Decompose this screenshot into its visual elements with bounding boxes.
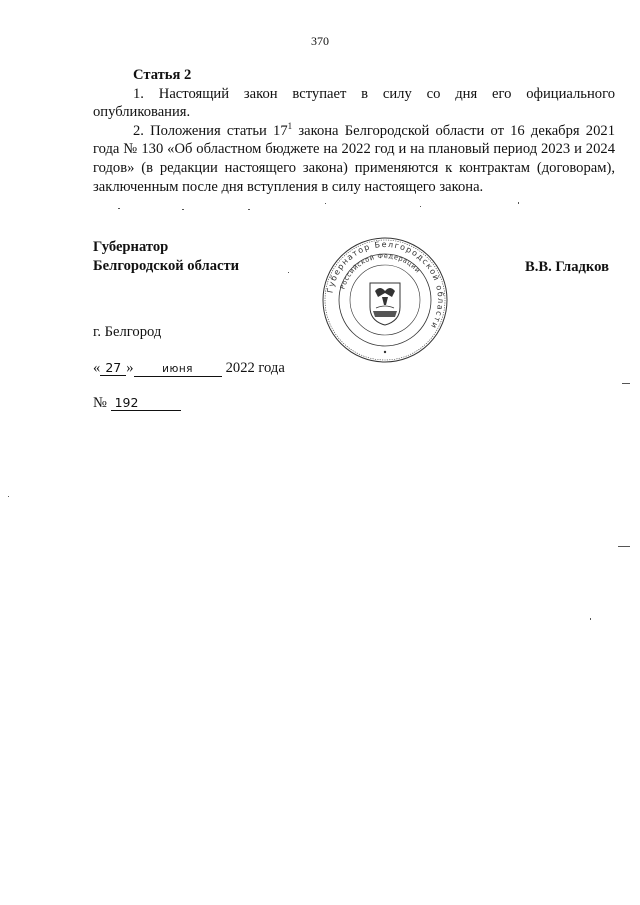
document-number bbox=[93, 395, 181, 412]
article-paragraph-1: 1. Настоящий закон вступает в силу со дня его официального опубликования. bbox=[93, 85, 615, 121]
date-open-quote: « bbox=[93, 360, 101, 376]
signer-position-line-1: Губернатор bbox=[93, 239, 169, 255]
signer-name: В.В. Гладков bbox=[525, 259, 609, 275]
article-title: Статья 2 bbox=[133, 67, 192, 83]
signer-position-line-2: Белгородской области bbox=[93, 257, 240, 274]
date-month: июня bbox=[134, 362, 222, 377]
document-number-value: 192 bbox=[111, 395, 181, 411]
page-number: 370 bbox=[311, 34, 329, 48]
seal-inner-text: Российской Федерации bbox=[338, 251, 423, 291]
date-day: 27 bbox=[100, 361, 126, 376]
official-seal bbox=[320, 235, 450, 365]
date-year: 2022 года bbox=[225, 360, 285, 376]
seal-outer-text: Губернатор Белгородской области bbox=[325, 239, 446, 331]
number-sign: № bbox=[93, 395, 107, 411]
paragraph-2-end: закона Белгородской области от 16 декабря 2021 года № 130 «Об областном бюджете на 2022 год и на плановый период 2023 и 2024 годов» (в редакции настоящего закона) применяются к контрактам (договорам), заключенным после дня вступления в силу настоящего закона. bbox=[93, 122, 615, 195]
article-section bbox=[93, 66, 615, 196]
coat-of-arms-icon bbox=[370, 283, 400, 325]
paragraph-2-start: 2. Положения статьи 17 bbox=[133, 122, 288, 139]
date-close-quote: » bbox=[126, 360, 134, 376]
signing-date bbox=[93, 360, 285, 377]
article-paragraph-2 bbox=[93, 122, 615, 196]
article-number-superscript: 1 bbox=[287, 120, 293, 131]
signer-position bbox=[93, 238, 239, 275]
place-of-signing: г. Белгород bbox=[93, 324, 162, 340]
